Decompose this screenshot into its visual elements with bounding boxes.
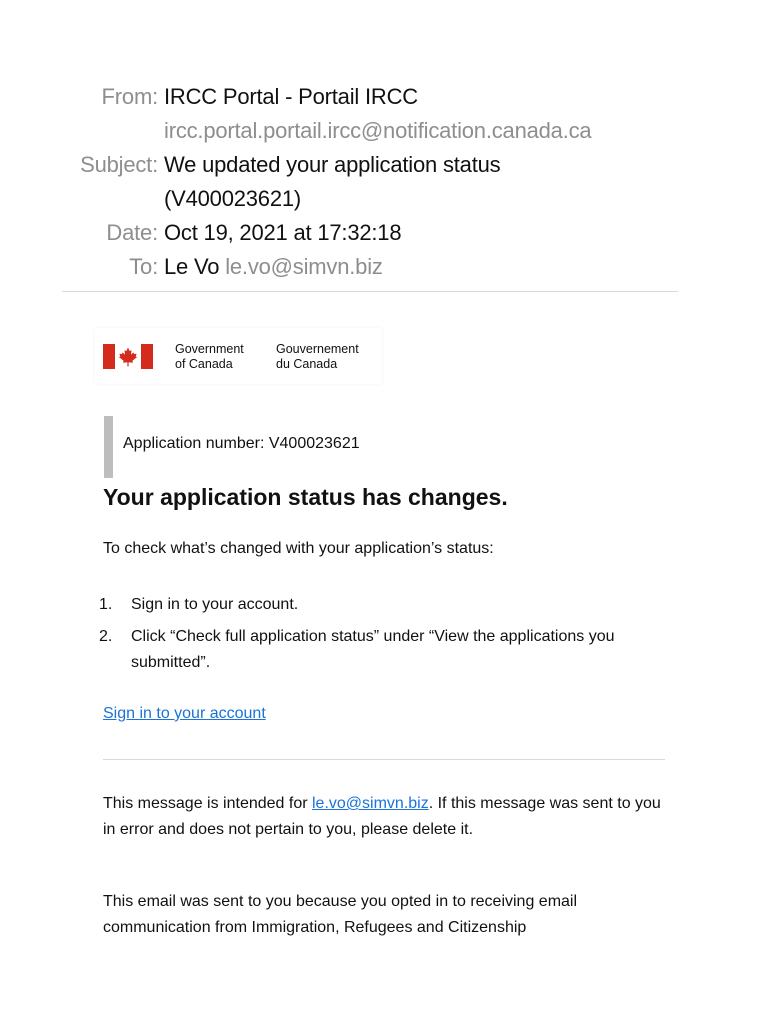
logo-fr-line-2: du Canada (276, 357, 338, 371)
header-divider (62, 291, 678, 292)
step-number: 1. (99, 596, 113, 613)
application-number-callout (104, 416, 523, 478)
notice-text-after: . If this message was sent to you in error and does not pertain to you, please delete it. (103, 795, 661, 838)
application-number: Application number: V400023621 (123, 435, 360, 452)
from-label: From: (101, 84, 158, 109)
list-item (99, 592, 623, 618)
from-row (0, 80, 768, 114)
to-email: le.vo@simvn.biz (225, 254, 383, 279)
content-divider (103, 759, 665, 760)
step-text: Sign in to your account. (131, 596, 299, 613)
date-row (0, 216, 768, 250)
from-name[interactable]: IRCC Portal - Portail IRCC (164, 84, 418, 109)
intro-text: To check what’s changed with your application’s status: (103, 540, 494, 557)
subject-row (0, 148, 768, 182)
opt-in-notice: This email was sent to you because you opted in to receiving email communication from Immigration, Refugees and Citizenship (103, 893, 578, 936)
logo-fr-line-1: Gouvernement (276, 342, 359, 356)
to-label: To: (129, 254, 158, 279)
logo-en-line-2: of Canada (175, 357, 233, 371)
government-of-canada-logo (95, 328, 382, 384)
from-email[interactable]: ircc.portal.portail.ircc@notification.canada.ca (164, 118, 592, 143)
logo-english-text (175, 342, 244, 372)
step-text: Click “Check full application status” under “View the applications you submitted”. (131, 628, 615, 671)
date-label: Date: (106, 220, 158, 245)
step-number: 2. (99, 628, 113, 645)
to-row (0, 250, 768, 284)
date-value: Oct 19, 2021 at 17:32:18 (164, 220, 402, 245)
list-item (99, 624, 623, 676)
status-heading: Your application status has changes. (103, 484, 508, 510)
canada-flag-icon (103, 344, 153, 369)
intended-recipient-notice (103, 791, 668, 843)
subject-line-1: We updated your application status (164, 152, 501, 177)
logo-en-line-1: Government (175, 342, 244, 356)
notice-text-before: This message is intended for (103, 795, 312, 812)
email-header (0, 80, 768, 284)
logo-french-text (276, 342, 359, 372)
sign-in-link[interactable]: Sign in to your account (103, 705, 266, 722)
subject-label: Subject: (80, 152, 158, 177)
subject-line-2: (V400023621) (164, 186, 302, 211)
to-name: Le Vo (164, 254, 220, 279)
to-recipient[interactable] (158, 250, 383, 284)
steps-list (99, 592, 623, 682)
recipient-email-link[interactable]: le.vo@simvn.biz (312, 795, 429, 812)
